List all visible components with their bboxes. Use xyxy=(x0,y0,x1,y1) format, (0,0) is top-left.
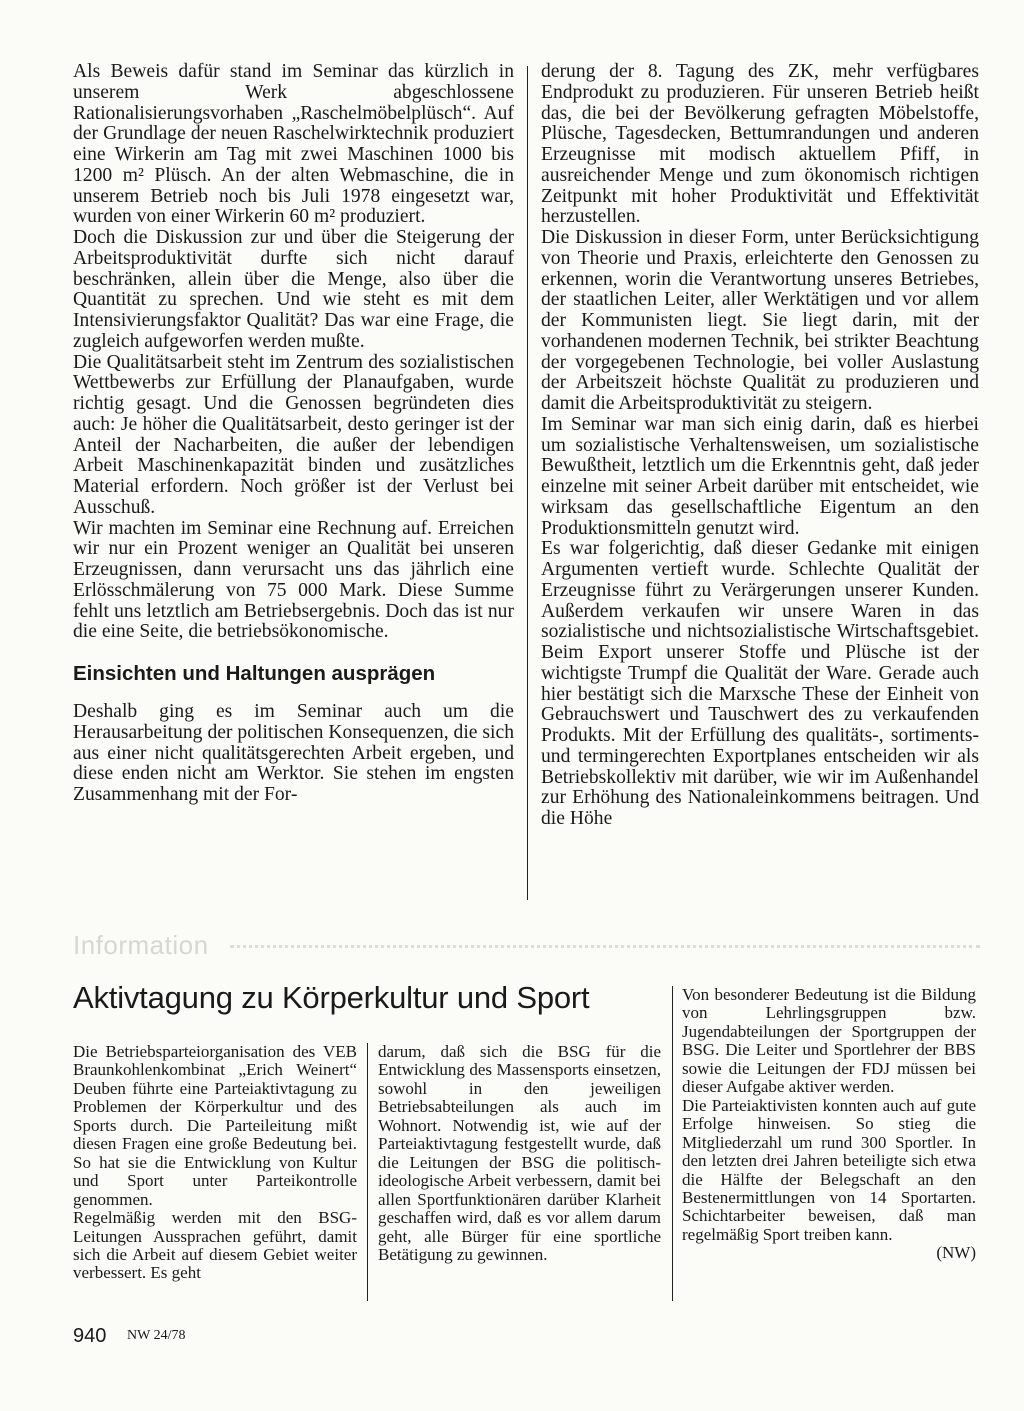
column-divider xyxy=(672,986,673,1301)
paragraph: Deshalb ging es im Seminar auch um die Herausarbeitung der politischen Konsequenzen, die sich aus einer nicht qualitätsgerechten Arbeit ergeben, und diese enden nicht am Werktor. Sie stehen im engsten Zusammenhang mit der For- xyxy=(73,701,514,805)
page-number: 940 xyxy=(73,1325,107,1347)
paragraph: Von besonderer Bedeutung ist die Bildung von Lehrlingsgruppen bzw. Jugendabteilungen der Sportgruppen der BSG. Die Leiter und Sportlehrer der BBS sowie die Leitungen der FDJ müssen bei dieser Aufgabe aktiver werden. xyxy=(682,985,976,1097)
paragraph: Im Seminar war man sich einig darin, daß es hierbei um sozialistische Verhaltensweisen, um sozialistische Bewußtheit, letztlich um die Erkenntnis geht, daß jeder einzelne mit seiner Arbeit darüber mit entscheidet, wie wirksam das gesellschaftliche Eigentum an den Produktionsmitteln genutzt wird. xyxy=(541,413,979,539)
paragraph: Die Diskussion in dieser Form, unter Berücksichtigung von Theorie und Praxis, erleichterte den Genossen zu erkennen, worin die Verantwortung unseres Betriebes, der staatlichen Leiter, aller Werktätigen und vor allem der Kommunisten liegt. Sie liegt darin, mit der vorhandenen modernen Technik, bei strikter Beachtung der vorgegebenen Technologie, bei voller Auslastung der Arbeitszeit höchste Qualität zu produzieren und damit die Arbeitsproduktivität zu steigern. xyxy=(541,227,979,414)
paragraph: Doch die Diskussion zur und über die Steigerung der Arbeitsproduktivität durfte sich nicht darauf beschränken, allein über die Menge, also über die Quantität zu sprechen. Und wie steht es mit dem Intensivierungsfaktor Qualität? Das war eine Frage, die zugleich aufgeworfen werden mußte. xyxy=(73,227,514,352)
paragraph: Regelmäßig werden mit den BSG-Leitungen Aussprachen geführt, damit sich die Arbeit auf diesem Gebiet weiter verbessert. Es geht xyxy=(73,1208,357,1283)
paragraph: Die Parteiaktivisten konnten auch auf gute Erfolge hinweisen. So stieg die Mitgliederzahl um rund 300 Sportler. In den letzten drei Jahren beteiligte sich etwa die Hälfte der Belegschaft an den Bestenermittlungen von 14 Sportarten. Schichtarbeiter beweisen, daß man regelmäßig Sport treiben kann. xyxy=(682,1095,976,1244)
paragraph: darum, daß sich die BSG für die Entwicklung des Massensports einsetzen, sowohl in den jeweiligen Betriebsabteilungen als auch im Wohnort. Notwendig ist, wie auf der Parteiaktivtagung festgestellt wurde, daß die Leitungen der BSG die politisch-ideologische Arbeit verbessern, damit bei allen Sportfunktionären darüber Klarheit geschaffen wird, daß es vor allem darum geht, alle Bürger für eine sportliche Betätigung zu gewinnen. xyxy=(378,1042,661,1264)
column-divider xyxy=(367,1043,368,1301)
section-divider xyxy=(230,945,980,948)
paragraph: Die Betriebsparteiorganisation des VEB Braunkohlenkombinat „Erich Weinert“ Deuben führte eine Parteiaktivtagung zu Problemen der Körperkultur und des Sports durch. Die Parteileitung mißt diesen Fragen eine große Bedeutung bei. So hat sie die Entwicklung von Kultur und Sport unter Parteikontrolle genommen. xyxy=(73,1042,357,1209)
info-article-column-3 xyxy=(682,986,976,1263)
info-article-column-1 xyxy=(73,1043,357,1283)
main-article-right-column xyxy=(541,62,979,830)
article-headline: Aktivtagung zu Körperkultur und Sport xyxy=(73,980,590,1015)
paragraph: Wir machten im Seminar eine Rechnung auf. Erreichen wir nur ein Prozent weniger an Qualität bei unseren Erzeugnissen, dann verursacht uns das jährlich eine Erlösschmälerung von 75 000 Mark. Diese Summe fehlt uns letztlich am Betriebsergebnis. Doch das ist nur die eine Seite, die betriebsökonomische. xyxy=(73,517,514,643)
main-article-left-column xyxy=(73,62,514,806)
column-divider xyxy=(527,66,528,900)
info-article-column-2 xyxy=(378,1043,661,1264)
paragraph: Die Qualitätsarbeit steht im Zentrum des sozialistischen Wettbewerbs zur Erfüllung der Planaufgaben, wurde richtig gesagt. Und die Genossen begründeten dies auch: Je höher die Qualitätsarbeit, desto geringer ist der Anteil der Nacharbeiten, die außer der lebendigen Arbeit Maschinenkapazität binden und zusätzliches Material erfordern. Noch größer ist der Verlust bei Ausschuß. xyxy=(73,351,514,518)
paragraph: Es war folgerichtig, daß dieser Gedanke mit einigen Argumenten vertieft wurde. Schlechte Qualität der Erzeugnisse führt zu Verärgerungen unserer Kunden. Außerdem verkaufen wir unsere Waren in das sozialistische und nichtsozialistische Wirtschaftsgebiet. Beim Export unserer Stoffe und Plüsche ist der wichtigste Trumpf die Qualität der Ware. Gerade auch hier bestätigt sich die Marxsche These der Einheit von Gebrauchswert und Tauschwert des zu verkaufenden Produkts. Mit der Erfüllung des qualitäts-, sortiments- und termingerechten Exportplanes entscheiden wir als Betriebskollektiv mit darüber, wie wir im Außenhandel zur Erhöhung des Nationaleinkommens beitragen. Und die Höhe xyxy=(541,538,979,829)
paragraph: Als Beweis dafür stand im Seminar das kürzlich in unserem Werk abgeschlossene Rationalisierungsvorhaben „Raschelmöbelplüsch“. Auf der Grundlage der neuen Raschelwirktechnik produziert eine Wirkerin am Tag mit zwei Maschinen 1000 bis 1200 m² Plüsch. An der alten Webmaschine, die in unserem Betrieb noch bis Juli 1978 eingesetzt war, wurden von einer Wirkerin 60 m² produziert. xyxy=(73,61,514,228)
paragraph: derung der 8. Tagung des ZK, mehr verfügbares Endprodukt zu produzieren. Für unseren Betrieb heißt das, die bei der Bevölkerung gefragten Möbelstoffe, Plüsche, Tagesdecken, Bettumrandungen und anderen Erzeugnisse mit modisch aktuellem Pfiff, in ausreichender Menge und zum ökonomisch richtigen Zeitpunkt mit hoher Produktivität und Effektivität herzustellen. xyxy=(541,61,979,228)
subheading: Einsichten und Haltungen ausprägen xyxy=(73,662,436,685)
author-signature: (NW) xyxy=(936,1243,976,1263)
section-label: Information xyxy=(73,930,209,960)
issue-label: NW 24/78 xyxy=(127,1328,186,1343)
